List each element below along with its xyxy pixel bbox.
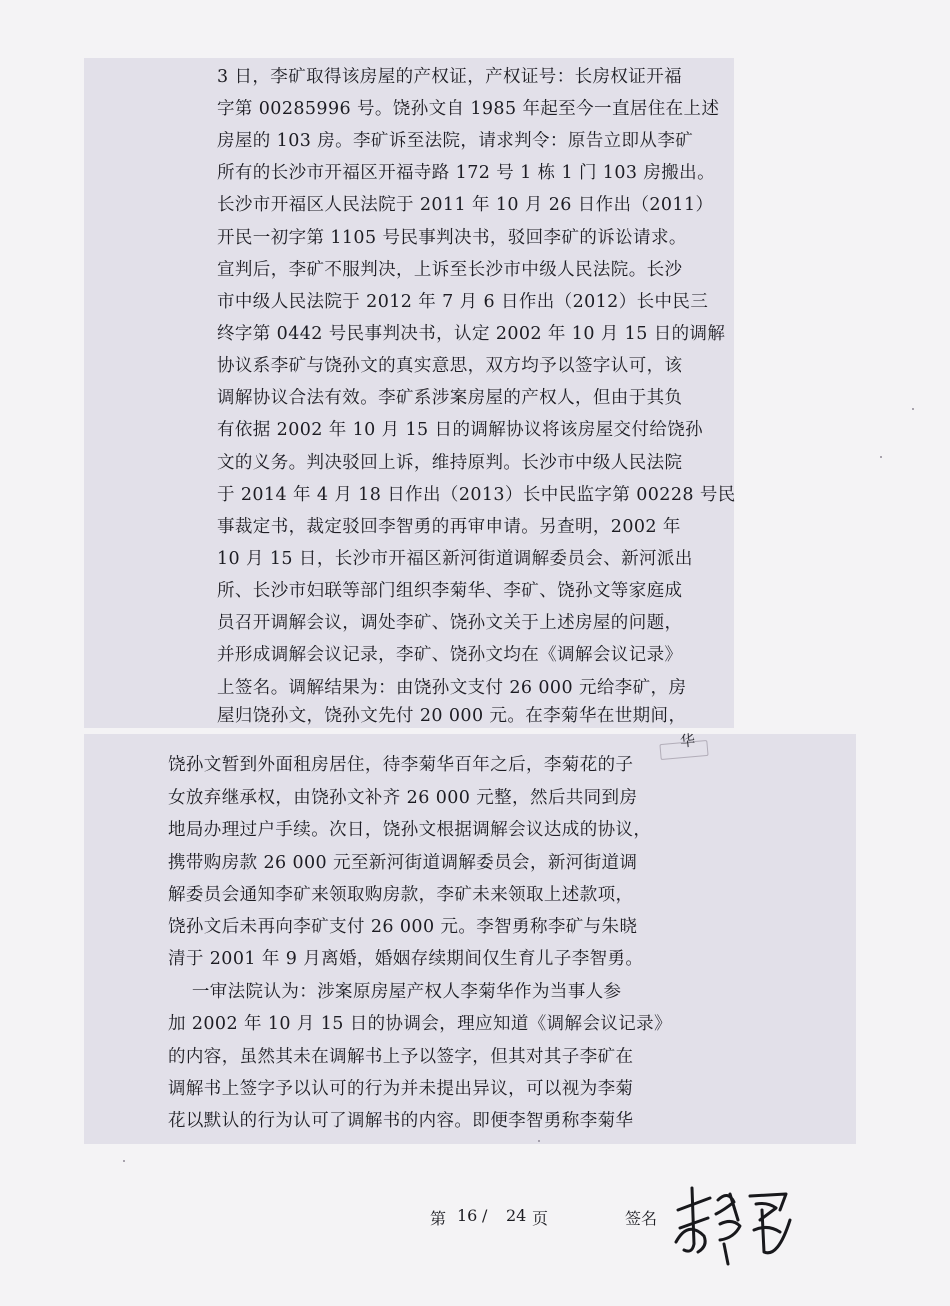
body-line: 花以默认的行为认可了调解书的内容。即便李智勇称李菊华 [168, 1111, 634, 1131]
scan-speck [880, 456, 882, 458]
body-line: 市中级人民法院于 2012 年 7 月 6 日作出（2012）长中民三 [217, 292, 709, 312]
handwritten-signature [668, 1180, 798, 1270]
body-line: 宣判后，李矿不服判决，上诉至长沙市中级人民法院。长沙 [217, 260, 683, 280]
body-line: 调解协议合法有效。李矿系涉案房屋的产权人，但由于其负 [217, 388, 683, 408]
body-line: 饶孙文后未再向李矿支付 26 000 元。李智勇称李矿与朱晓 [168, 917, 638, 937]
body-line: 开民一初字第 1105 号民事判决书，驳回李矿的诉讼请求。 [217, 228, 687, 248]
body-line: 所、长沙市妇联等部门组织李菊华、李矿、饶孙文等家庭成 [217, 581, 683, 601]
body-line: 房屋的 103 房。李矿诉至法院，请求判令：原告立即从李矿 [217, 131, 694, 151]
page-separator: / [482, 1206, 488, 1225]
body-line: 屋归饶孙文，饶孙文先付 20 000 元。在李菊华在世期间， [217, 706, 687, 726]
body-line: 上签名。调解结果为：由饶孙文支付 26 000 元给李矿，房 [217, 678, 687, 698]
body-line: 的内容，虽然其未在调解书上予以签字，但其对其子李矿在 [168, 1047, 634, 1067]
body-line: 携带购房款 26 000 元至新河街道调解委员会，新河街道调 [168, 853, 638, 873]
body-line: 员召开调解会议，调处李矿、饶孙文关于上述房屋的问题， [217, 613, 683, 633]
body-line: 所有的长沙市开福区开福寺路 172 号 1 栋 1 门 103 房搬出。 [217, 163, 715, 183]
scan-speck [538, 1140, 540, 1142]
body-line: 终字第 0442 号民事判决书，认定 2002 年 10 月 15 日的调解 [217, 324, 726, 344]
signature-label: 签名 [625, 1209, 658, 1228]
body-line: 加 2002 年 10 月 15 日的协调会，理应知道《调解会议记录》 [168, 1014, 672, 1034]
page-suffix: 页 [532, 1209, 549, 1228]
body-line: 一审法院认为：涉案原房屋产权人李菊华作为当事人参 [168, 982, 622, 1002]
body-line: 3 日，李矿取得该房屋的产权证，产权证号：长房权证开福 [217, 67, 682, 87]
body-line: 长沙市开福区人民法院于 2011 年 10 月 26 日作出（2011） [217, 195, 714, 215]
body-line: 事裁定书，裁定驳回李智勇的再审申请。另查明，2002 年 [217, 517, 681, 537]
body-line: 调解书上签字予以认可的行为并未提出异议，可以视为李菊 [168, 1079, 634, 1099]
body-line: 饶孙文暂到外面租房居住，待李菊华百年之后，李菊花的子 [168, 755, 634, 775]
body-line: 字第 00285996 号。饶孙文自 1985 年起至今一直居住在上述 [217, 99, 720, 119]
body-line: 并形成调解会议记录，李矿、饶孙文均在《调解会议记录》 [217, 645, 683, 665]
body-line: 女放弃继承权，由饶孙文补齐 26 000 元整，然后共同到房 [168, 788, 638, 808]
page-prefix: 第 [430, 1209, 447, 1228]
page-total: 24 [506, 1206, 527, 1225]
body-line: 有依据 2002 年 10 月 15 日的调解协议将该房屋交付给饶孙 [217, 420, 704, 440]
body-line: 10 月 15 日，长沙市开福区新河街道调解委员会、新河派出 [217, 549, 693, 569]
body-line: 于 2014 年 4 月 18 日作出（2013）长中民监字第 00228 号民 [217, 485, 736, 505]
scan-speck [912, 408, 914, 410]
body-line: 文的义务。判决驳回上诉，维持原判。长沙市中级人民法院 [217, 453, 683, 473]
body-line: 地局办理过户手续。次日，饶孙文根据调解会议达成的协议， [168, 820, 652, 840]
body-line: 清于 2001 年 9 月离婚，婚姻存续期间仅生育儿子李智勇。 [168, 949, 644, 969]
correction-char: 华 [679, 731, 696, 751]
page-current: 16 [457, 1206, 478, 1225]
body-line: 协议系李矿与饶孙文的真实意思，双方均予以签字认可，该 [217, 356, 683, 376]
scan-speck [123, 1160, 125, 1162]
body-line: 解委员会通知李矿来领取购房款，李矿未来领取上述款项， [168, 885, 634, 905]
